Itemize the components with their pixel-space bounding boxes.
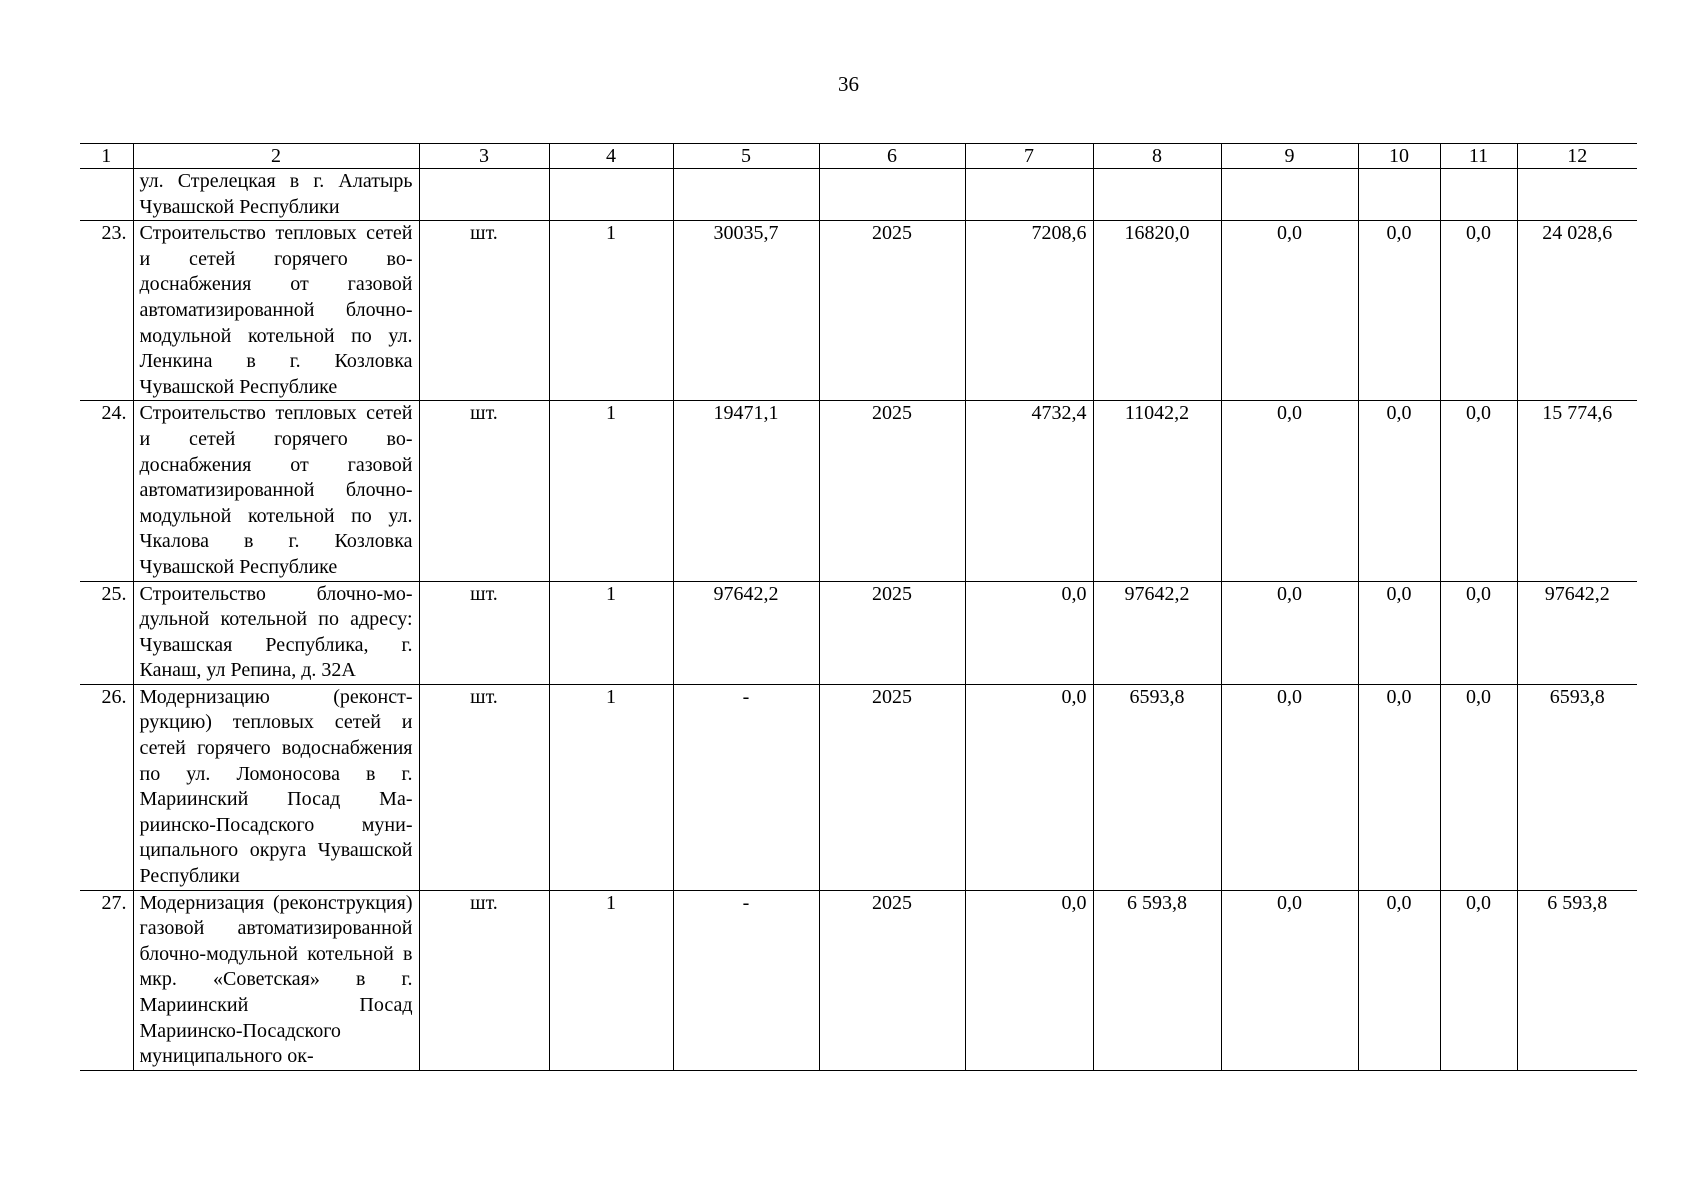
cell-col10: 0,0 — [1358, 221, 1440, 401]
cell-num: 26. — [80, 684, 133, 890]
cell-description: Строительство блочно-модульной котельной по адресу: Чувашская Республика, г. Канаш, ул Репина, д. 32А — [133, 581, 419, 684]
cell-col12 — [1517, 169, 1637, 221]
cell-col5: 19471,1 — [673, 401, 819, 581]
column-header-5: 5 — [673, 144, 819, 169]
cell-col11: 0,0 — [1440, 401, 1517, 581]
cell-col7 — [965, 169, 1093, 221]
page-number: 36 — [838, 72, 859, 96]
cell-col5 — [673, 169, 819, 221]
cell-col12: 6593,8 — [1517, 684, 1637, 890]
cell-col10: 0,0 — [1358, 684, 1440, 890]
column-header-4: 4 — [549, 144, 673, 169]
cell-year — [819, 169, 965, 221]
cell-year: 2025 — [819, 890, 965, 1070]
cell-col9: 0,0 — [1221, 581, 1358, 684]
cell-col12: 24 028,6 — [1517, 221, 1637, 401]
table-row — [80, 890, 1637, 1070]
cell-col10: 0,0 — [1358, 401, 1440, 581]
cell-year: 2025 — [819, 684, 965, 890]
cell-col9: 0,0 — [1221, 401, 1358, 581]
cell-unit: шт. — [419, 581, 549, 684]
column-header-11: 11 — [1440, 144, 1517, 169]
table-row-continuation — [80, 169, 1637, 221]
cell-col9: 0,0 — [1221, 684, 1358, 890]
cell-qty: 1 — [549, 581, 673, 684]
cell-col10 — [1358, 169, 1440, 221]
cell-col8: 97642,2 — [1093, 581, 1221, 684]
cell-year: 2025 — [819, 401, 965, 581]
column-header-3: 3 — [419, 144, 549, 169]
cell-qty: 1 — [549, 890, 673, 1070]
cell-col7: 7208,6 — [965, 221, 1093, 401]
cell-col12: 15 774,6 — [1517, 401, 1637, 581]
cell-col5: - — [673, 890, 819, 1070]
column-header-1: 1 — [80, 144, 133, 169]
column-header-9: 9 — [1221, 144, 1358, 169]
column-header-7: 7 — [965, 144, 1093, 169]
cell-unit — [419, 169, 549, 221]
data-table — [80, 143, 1637, 1071]
cell-col7: 0,0 — [965, 684, 1093, 890]
cell-qty: 1 — [549, 401, 673, 581]
table-row — [80, 221, 1637, 401]
cell-qty: 1 — [549, 221, 673, 401]
cell-col12: 6 593,8 — [1517, 890, 1637, 1070]
cell-unit: шт. — [419, 890, 549, 1070]
cell-description: ул. Стрелецкая в г. Алатырь Чувашской Республики — [133, 169, 419, 221]
cell-num: 23. — [80, 221, 133, 401]
cell-col11: 0,0 — [1440, 581, 1517, 684]
cell-col9 — [1221, 169, 1358, 221]
cell-col5: - — [673, 684, 819, 890]
column-header-8: 8 — [1093, 144, 1221, 169]
column-header-6: 6 — [819, 144, 965, 169]
header-row — [80, 144, 1637, 169]
cell-col10: 0,0 — [1358, 890, 1440, 1070]
cell-num: 27. — [80, 890, 133, 1070]
cell-qty: 1 — [549, 684, 673, 890]
cell-col7: 4732,4 — [965, 401, 1093, 581]
table-row — [80, 581, 1637, 684]
cell-year: 2025 — [819, 221, 965, 401]
cell-col7: 0,0 — [965, 581, 1093, 684]
cell-num: 24. — [80, 401, 133, 581]
cell-col8: 6 593,8 — [1093, 890, 1221, 1070]
cell-num — [80, 169, 133, 221]
cell-col8: 16820,0 — [1093, 221, 1221, 401]
cell-description: Модернизация (реконструкция) газовой автоматизированной блочно-модульной котельной в мкр. «Советская» в г. Мариинский Посад Мариинско-Посадского муниципального ок- — [133, 890, 419, 1070]
cell-col8: 6593,8 — [1093, 684, 1221, 890]
cell-year: 2025 — [819, 581, 965, 684]
cell-col5: 30035,7 — [673, 221, 819, 401]
cell-unit: шт. — [419, 221, 549, 401]
column-header-10: 10 — [1358, 144, 1440, 169]
table-row — [80, 684, 1637, 890]
cell-qty — [549, 169, 673, 221]
table-row — [80, 401, 1637, 581]
cell-col9: 0,0 — [1221, 221, 1358, 401]
cell-col11: 0,0 — [1440, 890, 1517, 1070]
cell-col5: 97642,2 — [673, 581, 819, 684]
cell-unit: шт. — [419, 401, 549, 581]
cell-description: Строительство тепловых сетей и сетей горячего водоснабжения от газовой автоматизированной блочно-модульной котельной по ул. Чкалова в г. Козловка Чувашской Республике — [133, 401, 419, 581]
cell-unit: шт. — [419, 684, 549, 890]
cell-description: Модернизацию (реконструкцию) тепловых сетей и сетей горячего водоснабжения по ул. Ломоносова в г. Мариинский Посад Мариинско-Посадского муниципального округа Чувашской Республики — [133, 684, 419, 890]
cell-col11: 0,0 — [1440, 221, 1517, 401]
cell-col9: 0,0 — [1221, 890, 1358, 1070]
cell-col11: 0,0 — [1440, 684, 1517, 890]
column-header-2: 2 — [133, 144, 419, 169]
cell-col11 — [1440, 169, 1517, 221]
cell-col7: 0,0 — [965, 890, 1093, 1070]
cell-col10: 0,0 — [1358, 581, 1440, 684]
cell-num: 25. — [80, 581, 133, 684]
cell-col8: 11042,2 — [1093, 401, 1221, 581]
column-header-12: 12 — [1517, 144, 1637, 169]
cell-description: Строительство тепловых сетей и сетей горячего водоснабжения от газовой автоматизированной блочно-модульной котельной по ул. Ленкина в г. Козловка Чувашской Республике — [133, 221, 419, 401]
cell-col8 — [1093, 169, 1221, 221]
cell-col12: 97642,2 — [1517, 581, 1637, 684]
